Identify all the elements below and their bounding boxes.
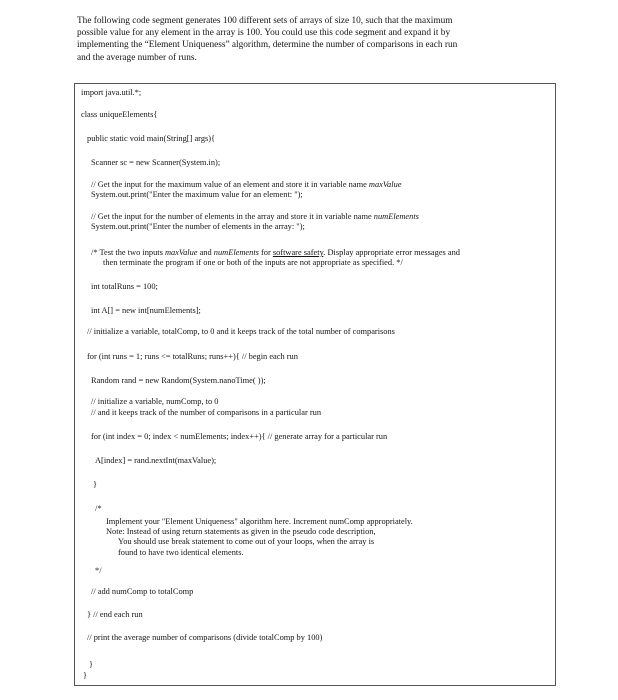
comment-text: /* Test the two inputs — [91, 248, 165, 257]
code-line: } — [83, 671, 88, 680]
code-block — [74, 83, 556, 686]
intro-line: implementing the “Element Uniqueness” algorithm, determine the number of comparisons in each run — [77, 40, 458, 51]
code-comment — [91, 180, 401, 190]
code-line: System.out.print("Enter the number of elements in the array: "); — [91, 222, 305, 231]
code-line: A[index] = rand.nextInt(maxValue); — [95, 456, 217, 465]
comment-text: // Get the input for the maximum value of an element and store it in variable name — [91, 180, 369, 189]
intro-line: possible value for any element in the array is 100. You could use this code segment and expand it by — [77, 28, 451, 39]
code-comment — [91, 212, 419, 222]
software-safety-link[interactable]: software safety — [272, 248, 324, 257]
code-comment — [91, 248, 460, 258]
code-line: public static void main(String[] args){ — [87, 134, 216, 143]
problem-statement — [77, 15, 552, 64]
code-line: class uniqueElements{ — [81, 110, 158, 119]
code-comment: found to have two identical elements. — [118, 548, 244, 557]
code-comment: /* — [95, 504, 102, 513]
code-line: import java.util.*; — [81, 88, 142, 97]
code-comment: */ — [95, 566, 102, 575]
code-comment: // initialize a variable, numComp, to 0 — [91, 397, 219, 406]
intro-line: The following code segment generates 100 different sets of arrays of size 10, such that the maximum — [77, 16, 453, 26]
variable-name: numElements — [373, 212, 419, 221]
code-line: } — [89, 660, 94, 669]
variable-name: maxValue — [368, 180, 402, 189]
code-line: } // end each run — [87, 610, 143, 619]
comment-text: . Display appropriate error messages and — [323, 248, 460, 257]
code-line: int totalRuns = 100; — [91, 282, 158, 291]
code-comment: // print the average number of comparisons (divide totalComp by 100) — [87, 633, 323, 642]
code-comment: Note: Instead of using return statements as given in the pseudo code description, — [106, 527, 376, 536]
code-comment: // initialize a variable, totalComp, to 0 and it keeps track of the total number of comparisons — [87, 327, 395, 336]
comment-text: for — [258, 248, 273, 257]
variable-name: numElements — [213, 248, 259, 257]
code-comment: You should use break statement to come out of your loops, when the array is — [118, 537, 375, 546]
code-comment: Implement your "Element Uniqueness" algorithm here. Increment numComp appropriately. — [106, 517, 413, 526]
code-line: int A[] = new int[numElements]; — [91, 306, 201, 315]
code-line: System.out.print("Enter the maximum value for an element: "); — [91, 190, 303, 199]
code-line: } — [93, 480, 98, 489]
code-line: for (int index = 0; index < numElements; index++){ // generate array for a particular run — [91, 432, 388, 441]
code-line: for (int runs = 1; runs <= totalRuns; runs++){ // begin each run — [87, 352, 298, 361]
code-comment: // and it keeps track of the number of comparisons in a particular run — [91, 408, 322, 417]
variable-name: maxValue — [164, 248, 198, 257]
comment-text: // Get the input for the number of elements in the array and store it in variable name — [91, 212, 374, 221]
code-comment: // add numComp to totalComp — [91, 587, 194, 596]
intro-line: and the average number of runs. — [77, 52, 197, 63]
code-line: Scanner sc = new Scanner(System.in); — [91, 158, 221, 167]
code-line: Random rand = new Random(System.nanoTime( )); — [91, 376, 266, 385]
comment-text: and — [197, 248, 214, 257]
code-comment: then terminate the program if one or both of the inputs are not appropriate as specified. */ — [103, 258, 403, 267]
